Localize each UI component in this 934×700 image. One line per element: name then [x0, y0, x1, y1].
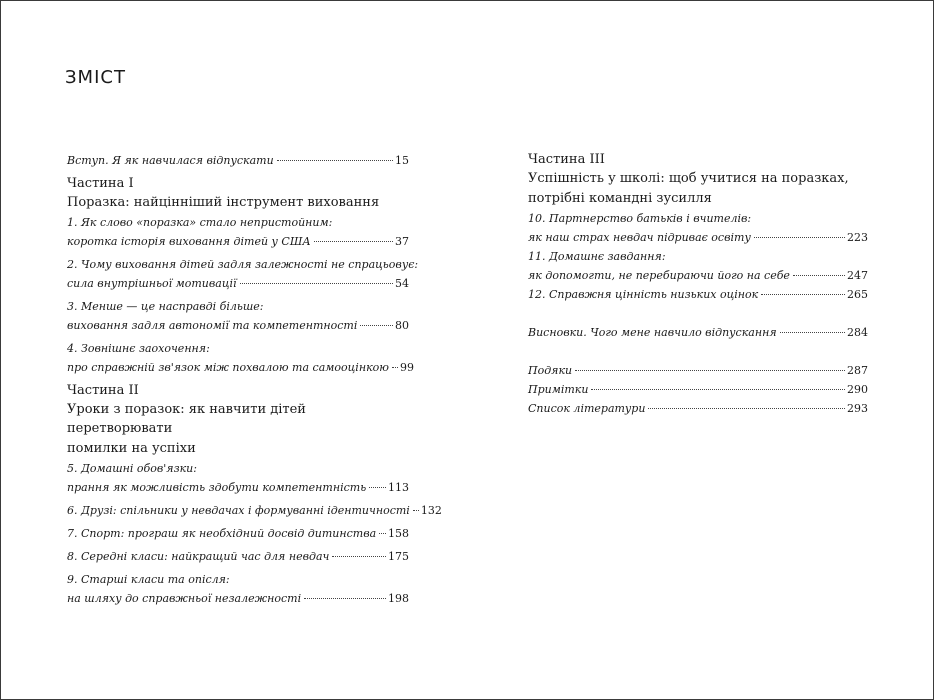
chapter-title: 11. Домашнє завдання: — [528, 250, 666, 263]
part-title: Поразка: найцінніший інструмент виховання — [67, 195, 380, 210]
chapter-subtitle: сила внутрішньої мотивації — [67, 277, 237, 290]
toc-entry-text: Примітки — [528, 383, 589, 396]
chapter-title: 6. Друзі: спільники у невдачах і формуванні ідентичності — [67, 504, 410, 517]
part-label: Частина I — [67, 176, 134, 191]
page-number: 284 — [847, 326, 868, 339]
dot-leader — [332, 556, 386, 557]
part-label: Частина II — [67, 383, 139, 398]
toc-entry-chapter-9[interactable] — [67, 570, 409, 608]
chapter-title: 2. Чому виховання дітей задля залежності не спрацьовує: — [67, 258, 419, 271]
page-number: 175 — [388, 550, 409, 563]
dot-leader — [648, 408, 845, 409]
dot-leader — [314, 241, 393, 242]
dot-leader — [277, 160, 393, 161]
toc-entry-text: Вступ. Я як навчилася відпускати — [67, 154, 274, 167]
chapter-title: 1. Як слово «поразка» стало непристойним: — [67, 216, 333, 229]
dot-leader — [793, 275, 845, 276]
page-title: ЗМІСТ — [65, 67, 126, 88]
page-number: 113 — [388, 481, 409, 494]
toc-entry-chapter-4[interactable] — [67, 339, 414, 377]
toc-left-column — [67, 151, 442, 608]
toc-entry-text: Висновки. Чого мене навчило відпускання — [528, 326, 777, 339]
part-label: Частина III — [528, 152, 605, 167]
dot-leader — [369, 487, 386, 488]
chapter-title: 3. Менше — це насправді більше: — [67, 300, 264, 313]
page-number: 293 — [847, 402, 868, 415]
dot-leader — [379, 533, 386, 534]
toc-entry-notes[interactable] — [528, 380, 868, 399]
page-number: 247 — [847, 269, 868, 282]
toc-entry-thanks[interactable] — [528, 361, 868, 380]
chapter-subtitle: коротка історія виховання дітей у США — [67, 235, 311, 248]
toc-entry-text: Список літератури — [528, 402, 646, 415]
toc-entry-chapter-6[interactable] — [67, 501, 442, 520]
page-number: 37 — [395, 235, 409, 248]
page-number: 223 — [847, 231, 868, 244]
chapter-subtitle: про справжній зв'язок між похвалою та самооцінкою — [67, 361, 389, 374]
page-number: 15 — [395, 154, 409, 167]
dot-leader — [780, 332, 845, 333]
page-number: 287 — [847, 364, 868, 377]
toc-entry-bibliography[interactable] — [528, 399, 868, 418]
toc-entry-chapter-12[interactable] — [528, 285, 868, 304]
page-number: 198 — [388, 592, 409, 605]
page-number: 158 — [388, 527, 409, 540]
page-number: 290 — [847, 383, 868, 396]
toc-entry-chapter-2[interactable] — [67, 255, 419, 293]
chapter-subtitle: прання як можливість здобути компетентність — [67, 481, 367, 494]
toc-entry-chapter-1[interactable] — [67, 213, 409, 251]
page-number: 265 — [847, 288, 868, 301]
dot-leader — [591, 389, 845, 390]
dot-leader — [304, 598, 386, 599]
chapter-title: 7. Спорт: програш як необхідний досвід дитинства — [67, 527, 377, 540]
toc-entry-chapter-10[interactable] — [528, 209, 868, 247]
dot-leader — [413, 510, 419, 511]
page-number: 54 — [395, 277, 409, 290]
dot-leader — [754, 237, 845, 238]
chapter-title: 12. Справжня цінність низьких оцінок — [528, 288, 759, 301]
chapter-title: 4. Зовнішнє заохочення: — [67, 342, 210, 355]
toc-entry-conclusion[interactable] — [528, 323, 868, 342]
toc-entry-text: Подяки — [528, 364, 573, 377]
dot-leader — [392, 367, 398, 368]
dot-leader — [761, 294, 845, 295]
page-number: 99 — [399, 361, 414, 374]
part-title-continued: потрібні командні зусилля — [528, 191, 712, 206]
chapter-subtitle: як наш страх невдач підриває освіту — [528, 231, 751, 244]
chapter-title: 5. Домашні обов'язки: — [67, 462, 197, 475]
page-number: 132 — [420, 504, 442, 517]
part-title: Уроки з поразок: як навчити дітей перетворювати — [67, 402, 306, 436]
toc-entry-chapter-8[interactable] — [67, 547, 409, 566]
chapter-subtitle: на шляху до справжньої незалежності — [67, 592, 302, 605]
toc-entry-chapter-5[interactable] — [67, 459, 409, 497]
chapter-subtitle: як допомогти, не перебираючи його на себе — [528, 269, 790, 282]
part-title-continued: помилки на успіхи — [67, 441, 196, 456]
chapter-title: 8. Середні класи: найкращий час для невдач — [67, 550, 330, 563]
dot-leader — [575, 370, 845, 371]
dot-leader — [240, 283, 393, 284]
dot-leader — [360, 325, 393, 326]
page-number: 80 — [395, 319, 409, 332]
chapter-title: 10. Партнерство батьків і вчителів: — [528, 212, 752, 225]
toc-entry-chapter-11[interactable] — [528, 247, 868, 285]
part-title: Успішність у школі: щоб учитися на поразках, — [528, 171, 849, 186]
toc-entry-chapter-3[interactable] — [67, 297, 409, 335]
toc-entry-intro[interactable] — [67, 151, 409, 170]
toc-entry-chapter-7[interactable] — [67, 524, 409, 543]
toc-right-column — [528, 151, 868, 418]
chapter-title: 9. Старші класи та опісля: — [67, 573, 230, 586]
chapter-subtitle: виховання задля автономії та компетентності — [67, 319, 358, 332]
